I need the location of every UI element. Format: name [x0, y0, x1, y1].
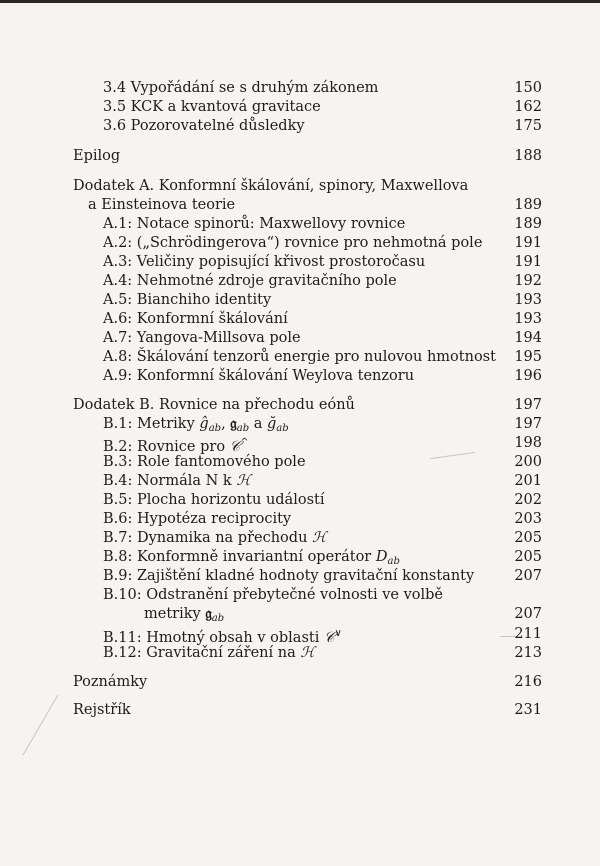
toc-page-number: 193	[514, 292, 542, 308]
toc-entry[interactable]	[0, 672, 600, 692]
toc-label	[103, 471, 251, 491]
toc-page-number: 202	[514, 492, 542, 508]
math-subscript: ab	[211, 613, 225, 624]
toc-label-text: B.8: Konformně invariantní operátor	[103, 549, 372, 565]
toc-page-number: 216	[514, 674, 542, 690]
toc-entry[interactable]	[0, 452, 600, 472]
toc-entry[interactable]	[0, 566, 600, 586]
toc-label: A.8: Škálování tenzorů energie pro nulovou hmotnost	[103, 349, 496, 365]
toc-page-number: 191	[514, 254, 542, 270]
toc-page-number: 191	[514, 235, 542, 251]
math-symbol: 𝔤	[230, 415, 237, 432]
toc-page-number: 197	[514, 397, 542, 413]
toc-label: A.5: Bianchiho identity	[103, 292, 272, 308]
toc-entry[interactable]	[0, 509, 600, 529]
toc-entry[interactable]	[0, 624, 600, 644]
toc-entry[interactable]	[0, 433, 600, 453]
toc-entry[interactable]	[0, 604, 600, 624]
toc-label-text: B.12: Gravitační záření na	[103, 645, 296, 661]
toc-label: 3.4 Vypořádání se s druhým zákonem	[103, 80, 379, 96]
toc-page-number: 200	[514, 454, 542, 470]
math-superscript: ∨	[334, 628, 342, 639]
toc-entry[interactable]	[0, 78, 600, 98]
toc-label	[103, 643, 315, 663]
toc-page-number: 162	[514, 99, 542, 115]
toc-label-text: B.2: Rovnice pro	[103, 438, 226, 455]
toc-page-number: 205	[514, 530, 542, 546]
toc-label: A.3: Veličiny popisující křivost prostoročasu	[103, 254, 426, 270]
toc-label: A.9: Konformní škálování Weylova tenzoru	[103, 368, 415, 384]
toc-page-number: 189	[514, 197, 542, 213]
toc-entry[interactable]	[0, 97, 600, 117]
toc-label: A.7: Yangova-Millsova pole	[103, 330, 301, 346]
toc-page-number: 195	[514, 349, 542, 365]
math-symbol: 𝔤	[205, 605, 212, 622]
toc-label: 3.6 Pozorovatelné důsledky	[103, 118, 305, 134]
toc-entry[interactable]	[0, 700, 600, 720]
toc-label: B.3: Role fantomového pole	[103, 454, 306, 470]
toc-label: Dodatek A. Konformní škálování, spinory, Maxwellova	[73, 178, 469, 194]
toc-page-number: 231	[514, 702, 542, 718]
toc-entry[interactable]	[0, 309, 600, 329]
toc-label-text: B.1: Metriky	[103, 416, 195, 432]
toc-entry[interactable]	[0, 176, 600, 196]
toc-entry[interactable]	[0, 395, 600, 415]
math-subscript: ab	[276, 423, 289, 434]
toc-label: A.2: („Schrödingerova“) rovnice pro nehmotná pole	[103, 235, 483, 251]
toc-label-text: B.4: Normála N k	[103, 473, 232, 489]
toc-label: A.4: Nehmotné zdroje gravitačního pole	[103, 273, 397, 289]
toc-entry[interactable]	[0, 195, 600, 215]
math-symbol: ℋ	[236, 473, 251, 489]
toc-label: Poznámky	[73, 674, 148, 690]
math-superscript: ^	[240, 437, 249, 448]
toc-label: Rejstřík	[73, 702, 131, 718]
toc-entry[interactable]	[0, 528, 600, 548]
math-symbol: ğ	[267, 416, 277, 432]
toc-page-number: 194	[514, 330, 542, 346]
math-symbol: ĝ	[199, 416, 209, 432]
toc-page-number: 198	[514, 435, 542, 451]
toc-page-number: 207	[514, 568, 542, 584]
toc-page-number: 193	[514, 311, 542, 327]
toc-entry[interactable]	[0, 547, 600, 567]
toc-page-number: 203	[514, 511, 542, 527]
toc-page-number: 213	[514, 645, 542, 661]
toc-label: B.5: Plocha horizontu událostí	[103, 492, 325, 508]
toc-entry[interactable]	[0, 290, 600, 310]
toc-page-number: 201	[514, 473, 542, 489]
toc-page-number: 196	[514, 368, 542, 384]
toc-entry[interactable]	[0, 471, 600, 491]
toc-entry[interactable]	[0, 233, 600, 253]
math-subscript: ab	[208, 423, 222, 434]
toc-label	[103, 528, 326, 548]
toc-page-number: 205	[514, 549, 542, 565]
math-symbol: ℋ	[312, 530, 327, 546]
toc-entry[interactable]	[0, 643, 600, 663]
toc-entry[interactable]	[0, 585, 600, 605]
toc-entry[interactable]	[0, 214, 600, 234]
toc-page-number: 175	[514, 118, 542, 134]
toc-label-text: B.7: Dynamika na přechodu	[103, 530, 308, 546]
toc-entry[interactable]	[0, 146, 600, 166]
toc-label: A.6: Konformní škálování	[103, 311, 288, 327]
math-symbol: D	[375, 549, 388, 565]
toc-entry[interactable]	[0, 116, 600, 136]
toc-label: B.6: Hypotéza reciprocity	[103, 511, 292, 527]
math-subscript: ab	[387, 556, 400, 567]
math-comma: ,	[221, 416, 226, 432]
toc-label: 3.5 KCK a kvantová gravitace	[103, 99, 321, 115]
toc-page-number: 211	[514, 626, 542, 642]
toc-label: a Einsteinova teorie	[88, 197, 236, 213]
toc-page-number: 188	[514, 148, 542, 164]
math-symbol: ℋ	[300, 645, 315, 661]
toc-entry[interactable]	[0, 366, 600, 386]
toc-page-number: 192	[514, 273, 542, 289]
math-symbol: 𝒞	[229, 438, 241, 455]
toc-page-number: 189	[514, 216, 542, 232]
toc-label: Dodatek B. Rovnice na přechodu eónů	[73, 397, 355, 413]
toc-label: B.9: Zajištění kladné hodnoty gravitační konstanty	[103, 568, 475, 584]
math-conjunction: a	[253, 416, 263, 432]
toc-entry[interactable]	[0, 347, 600, 367]
toc-label-text: metriky	[144, 606, 201, 622]
toc-label: A.1: Notace spinorů: Maxwellovy rovnice	[103, 216, 406, 232]
toc-page-number: 207	[514, 606, 542, 622]
toc-entry[interactable]	[0, 414, 600, 434]
toc-page-number: 150	[514, 80, 542, 96]
toc-entry[interactable]	[0, 328, 600, 348]
toc-entry[interactable]	[0, 490, 600, 510]
toc-entry[interactable]	[0, 252, 600, 272]
toc-entry[interactable]	[0, 271, 600, 291]
toc-page-number: 197	[514, 416, 542, 432]
math-subscript: ab	[236, 423, 250, 434]
toc-label-text: B.11: Hmotný obsah v oblasti	[103, 629, 320, 646]
toc-label: Epilog	[73, 148, 121, 164]
toc-label: B.10: Odstranění přebytečné volnosti ve volbě	[103, 587, 443, 603]
math-symbol: 𝒞	[323, 629, 335, 646]
